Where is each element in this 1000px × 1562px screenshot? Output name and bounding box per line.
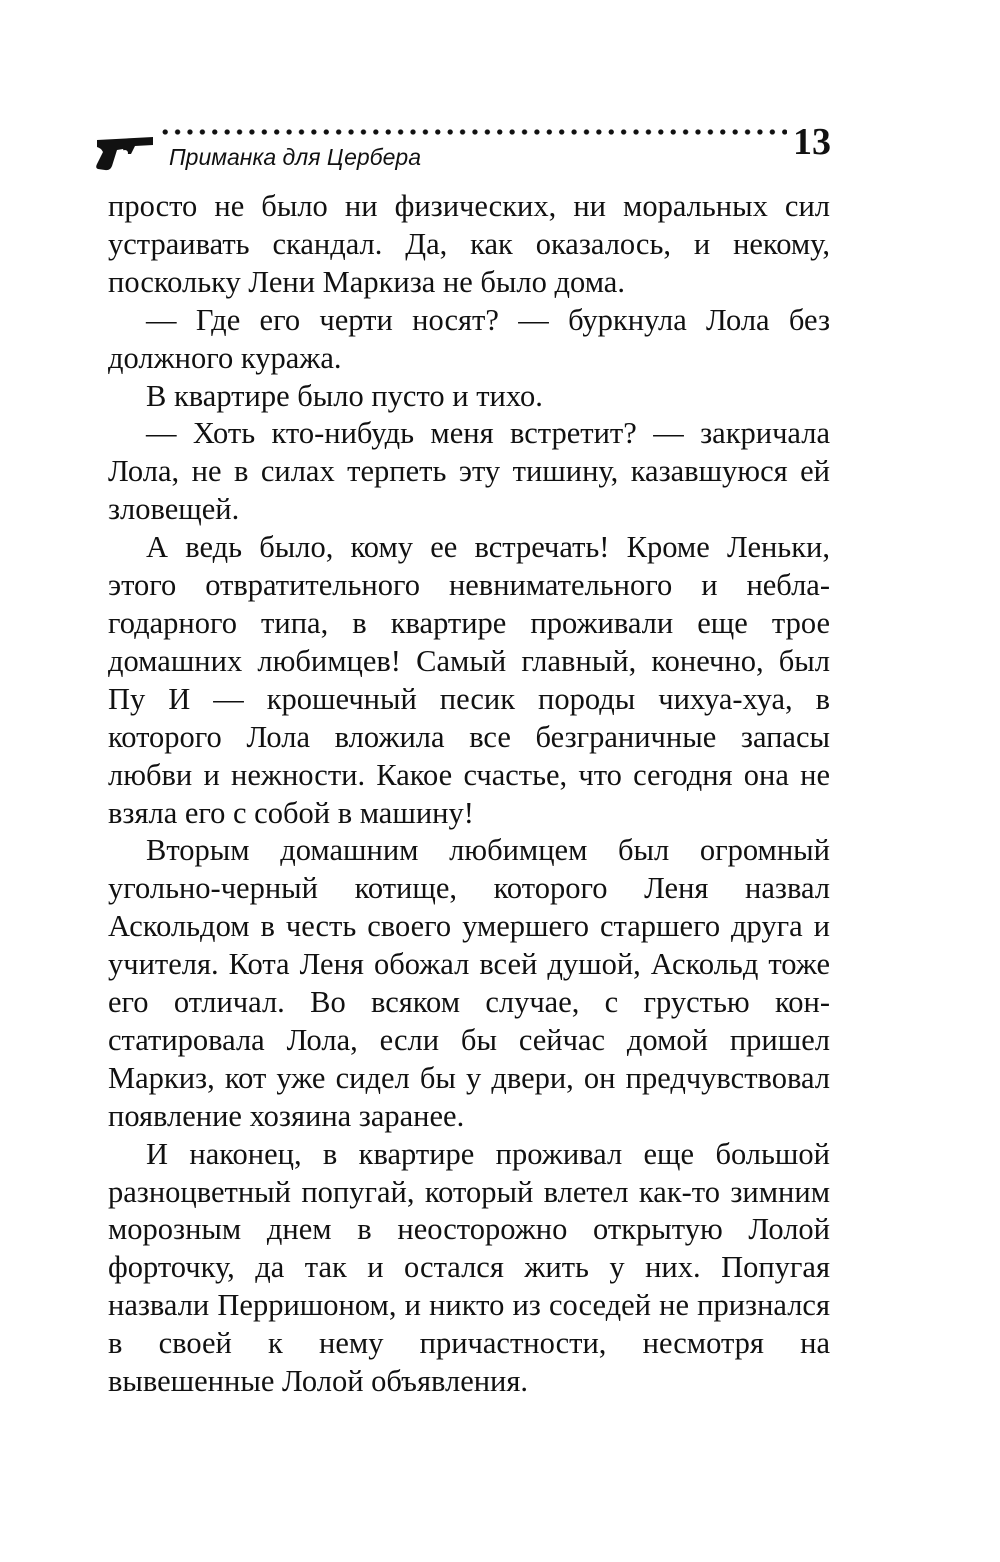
dotted-leader [159,128,787,136]
page-number: 13 [793,121,831,163]
paragraph: И наконец, в квартире проживал еще большой разноцветный попугай, который влетел как-то зимним морозным днем в неосторожно открытую Лолой форточку, да так и остался жить у них. Попугая назвали Перришоном, и никто из соседей не признался в своей к нему причастности, несмотря на вывешенные Лолой объявления. [108,1136,830,1399]
paragraph: Вторым домашним любимцем был огромный угольно-черный котище, которого Леня назвал Аскольдом в честь своего умершего старшего друга и учителя. Кота Леня обожал всей душой, Аскольд тоже его отличал. Во всяком случае, с грустью констатировала Лола, если бы сейчас домой пришел Маркиз, кот уже сидел бы у двери, он предчувствовал появление хозяина заранее. [108,833,830,1133]
paragraph: — Где его черти носят? — буркнула Лола без должного куража. [108,302,830,375]
body-text [108,188,830,1401]
revolver-icon [95,130,155,172]
running-title: Приманка для Цербера [169,144,421,170]
paragraph: А ведь было, кому ее встречать! Кроме Леньки, этого отвратительного невнимательного и неблагодарного типа, в квартире проживали еще трое домашних любимцев! Самый главный, конечно, был Пу И — крошечный песик породы чихуа-хуа, в которого Лола вложила все безграничные запасы любви и нежности. Какое счастье, что сегодня она не взяла его с собой в машину! [108,530,830,830]
paragraph: — Хоть кто-нибудь меня встретит? — закричала Лола, не в силах терпеть эту тишину, казавшуюся ей зловещей. [108,416,830,527]
paragraph: В квартире было пусто и тихо. [146,378,543,413]
paragraph: просто не было ни физических, ни моральных сил устраивать скандал. Да, как оказалось, и некому, поскольку Лени Маркиза не было дома. [108,189,830,299]
page-header [95,118,835,178]
